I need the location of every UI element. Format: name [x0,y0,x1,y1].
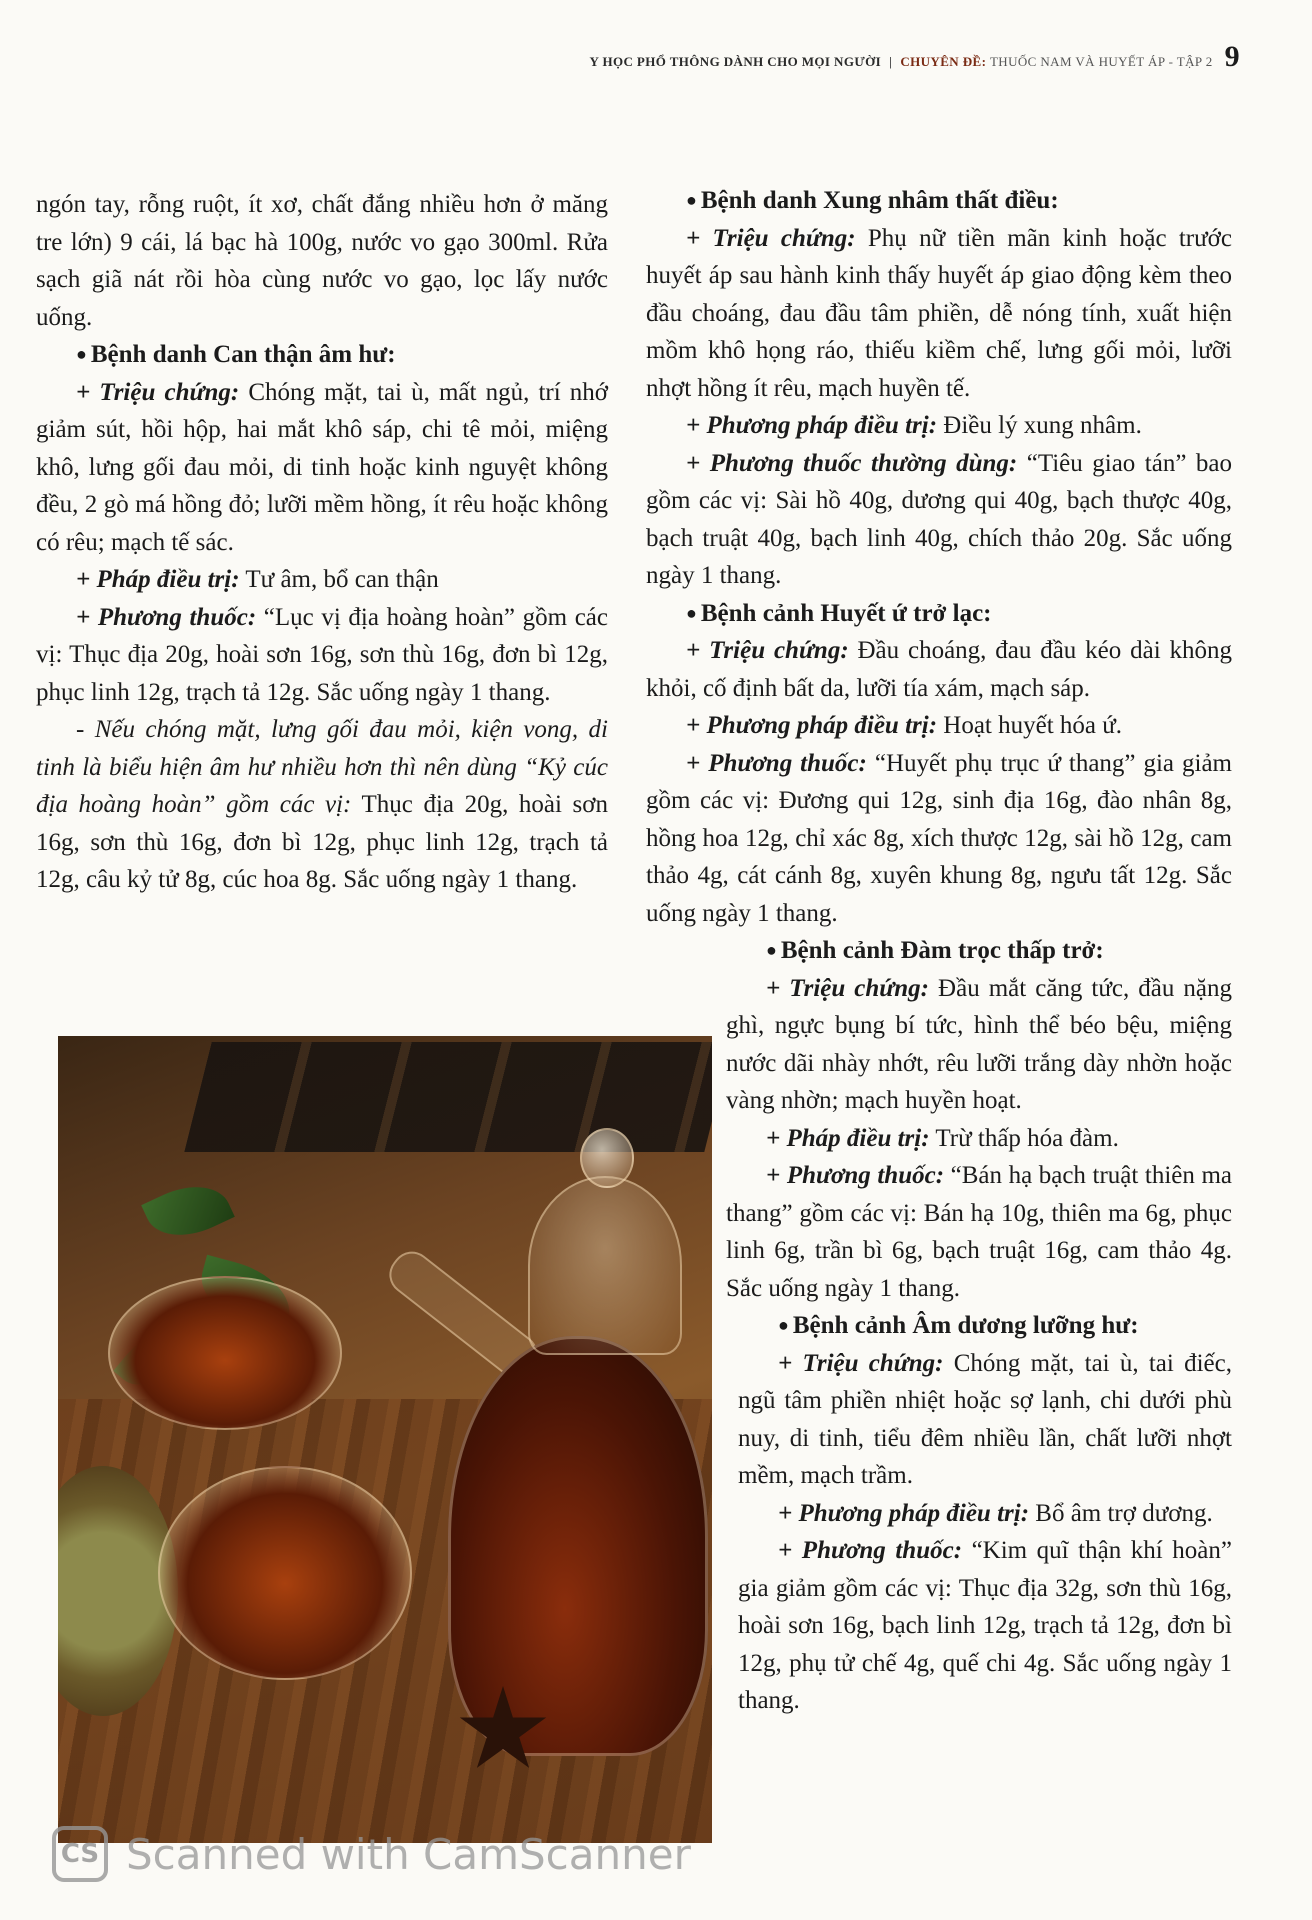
method-text: Bổ âm trợ dương. [1035,1499,1213,1527]
section-heading [646,595,1232,633]
symptoms-label: + Triệu chứng: [778,1349,944,1377]
tea-cup [108,1276,342,1430]
bullet-icon: ● [76,344,87,364]
note-text: Thục địa 20g, hoài sơn 16g, sơn thù 16g, đơn bì 12g, phục linh 12g, trạch tả 12g, câu kỷ tử 8g, cúc hoa 8g. Sắc uống ngày 1 thang. [36,791,608,893]
section-title: Bệnh cảnh Huyết ứ trở lạc: [700,599,992,627]
formula-label: + Phương thuốc: [766,1162,945,1189]
section-title: Bệnh danh Xung nhâm thất điều: [700,187,1059,214]
method-label: + Pháp điều trị: [766,1124,930,1152]
symptoms-text: Đầu choáng, đau đầu kéo dài không khỏi, cố định bất da, lưỡi tía xám, mạch sáp. [646,637,1232,702]
intro-paragraph: ngón tay, rỗng ruột, ít xơ, chất đắng nhiều hơn ở măng tre lớn) 9 cái, lá bạc hà 100g, nước vo gạo 300ml. Rửa sạch giã nát rồi hòa cùng nước vo gạo, lọc lấy nước uống. [36,191,608,331]
method-text: Hoạt huyết hóa ứ. [943,712,1123,739]
section-title: Bệnh danh Can thận âm hư: [90,341,396,368]
method-paragraph [726,1120,1232,1158]
note-italic: - Nếu chóng mặt, lưng gối đau mỏi, kiện vong, di tinh là biểu hiện âm hư nhiều hơn thì nên dùng “Kỷ cúc địa hoàng hoàn” gồm các vị: [36,716,608,818]
symptoms-text: Đầu mắt căng tức, đầu nặng ghì, ngực bụng bí tức, hình thể béo bệu, miệng nước dãi nhày nhớt, rêu lưỡi trắng dày nhờn hoặc vàng nhờn; mạch huyền hoạt. [726,974,1232,1114]
method-text: Tư âm, bổ can thận [245,566,439,593]
method-paragraph [738,1495,1232,1533]
bullet-icon: ● [686,190,697,210]
formula-label: + Phương thuốc: [76,603,257,631]
formula-label: + Phương thuốc thường dùng: [686,449,1018,477]
camscanner-logo-icon: CS [52,1826,108,1882]
formula-paragraph [738,1532,1232,1720]
formula-label: + Phương thuốc: [778,1537,963,1564]
left-column [36,186,608,899]
note-paragraph [36,711,608,899]
section-heading [646,182,1232,220]
running-header [400,42,1240,72]
camscanner-watermark [52,1824,691,1884]
narrow-block [726,932,1232,1307]
symptoms-paragraph [646,220,1232,408]
symptoms-paragraph [36,374,608,562]
right-column [646,182,1232,1720]
symptoms-text: Chóng mặt, tai ù, tai điếc, ngũ tâm phiền nhiệt hoặc sợ lạnh, chi dưới phù nuy, di tinh, tiểu đêm nhiều lần, chất lưỡi nhợt mềm, mạch trầm. [738,1349,1232,1489]
series-title: Y HỌC PHỔ THÔNG DÀNH CHO MỌI NGƯỜI [589,54,882,69]
formula-text: “Tiêu giao tán” bao gồm các vị: Sài hồ 40g, dương qui 40g, bạch thược 40g, bạch truật 40g, bạch linh 40g, chích thảo 20g. Sắc uống ngày 1 thang. [646,449,1232,589]
formula-paragraph [646,745,1232,933]
page-number: 9 [1224,40,1240,73]
formula-label: + Phương thuốc: [686,749,867,777]
formula-paragraph [726,1157,1232,1307]
formula-paragraph [36,599,608,712]
header-separator: | [889,54,893,69]
formula-text: “Kim quĩ thận khí hoàn” gia giảm gồm các vị: Thục địa 32g, sơn thù 16g, hoài sơn 16g, bạch linh 12g, trạch tả 12g, đơn bì 12g, phụ tử chế 4g, quế chi 4g. Sắc uống ngày 1 thang. [738,1537,1232,1714]
section-heading [726,932,1232,970]
herb-tray [184,1042,712,1152]
herbal-tea-photo [58,1036,712,1843]
tea-cup [158,1466,412,1680]
symptoms-label: + Triệu chứng: [766,974,930,1002]
method-label: + Phương pháp điều trị: [686,412,938,439]
formula-text: “Lục vị địa hoàng hoàn” gồm các vị: Thục địa 20g, hoài sơn 16g, sơn thù 16g, đơn bì 12g, phục linh 12g, trạch tả 12g. Sắc uống ngày 1 thang. [36,603,608,706]
method-text: Điều lý xung nhâm. [943,412,1142,439]
bullet-icon: ● [686,602,697,623]
formula-text: “Huyết phụ trục ứ thang” gia giảm gồm các vị: Đương qui 12g, sinh địa 16g, đào nhân 8g, hồng hoa 12g, chỉ xác 8g, xích thược 12g, sài hồ 12g, cam thảo 4g, cát cánh 8g, xuyên khung 8g, ngưu tất 12g. Sắc uống ngày 1 thang. [646,749,1232,927]
method-paragraph [646,707,1232,745]
method-label: + Phương pháp điều trị: [686,712,938,739]
method-paragraph [36,561,608,599]
symptoms-label: + Triệu chứng: [686,637,849,664]
formula-paragraph [646,445,1232,595]
formula-text: “Bán hạ bạch truật thiên ma thang” gồm các vị: Bán hạ 10g, thiên ma 6g, phục linh 6g, trần bì 6g, bạch truật 16g, cam thảo 4g. Sắc uống ngày 1 thang. [726,1162,1232,1302]
topic-title [900,54,1212,70]
method-paragraph [646,407,1232,445]
narrow-block [738,1307,1232,1720]
watermark-text: Scanned with CamScanner [126,1829,691,1879]
symptoms-text: Phụ nữ tiền mãn kinh hoặc trước huyết áp sau hành kinh thấy huyết áp giao động kèm theo đầu choáng, đau đầu tâm phiền, dễ nóng tính, xuất hiện mồm khô họng ráo, thiếu kiềm chế, lưng gối mỏi, lưỡi nhợt hồng ít rêu, mạch huyền tế. [646,224,1232,402]
section-title: Bệnh cảnh Đàm trọc thấp trở: [780,937,1104,964]
symptoms-label: + Triệu chứng: [76,378,240,406]
method-label: + Pháp điều trị: [76,566,240,593]
teapot-knob [580,1128,634,1188]
section-heading [738,1307,1232,1345]
symptoms-label: + Triệu chứng: [686,224,856,252]
symptoms-text: Chóng mặt, tai ù, mất ngủ, trí nhớ giảm sút, hồi hộp, hai mắt khô sáp, chi tê mỏi, miệng khô, lưng gối đau mỏi, di tinh hoặc kinh nguyệt không đều, 2 gò má hồng đỏ; lưỡi mềm hồng, ít rêu hoặc không có rêu; mạch tế sác. [36,378,609,556]
method-text: Trừ thấp hóa đàm. [935,1124,1119,1152]
method-label: + Phương pháp điều trị: [778,1499,1030,1527]
symptoms-paragraph [726,970,1232,1120]
section-title: Bệnh cảnh Âm dương lưỡng hư: [792,1312,1139,1339]
symptoms-paragraph [738,1345,1232,1495]
symptoms-paragraph [646,632,1232,707]
topic-subtitle: THUỐC NAM VÀ HUYẾT ÁP - TẬP 2 [989,54,1213,69]
mint-leaf-icon [141,1171,235,1250]
bullet-icon: ● [766,940,777,960]
section-heading [36,336,608,374]
bullet-icon: ● [778,1315,789,1335]
topic-label: CHUYÊN ĐỀ: [900,54,987,69]
